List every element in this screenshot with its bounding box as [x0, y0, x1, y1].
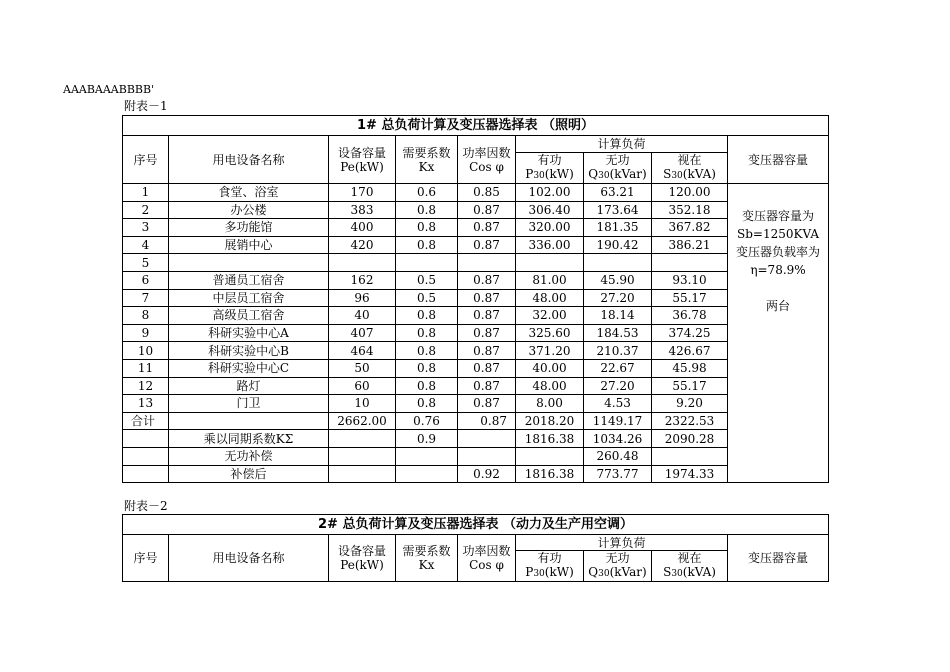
row-pe: 464 [329, 342, 396, 360]
table-row [123, 342, 829, 360]
row-name: 科研实验中心B [169, 342, 329, 360]
row-pe: 170 [329, 184, 396, 202]
row-name: 办公楼 [169, 201, 329, 219]
total-cos: 0.87 [458, 412, 516, 430]
row-s30: 93.10 [652, 271, 728, 289]
row-seq: 4 [123, 236, 169, 254]
row-seq: 2 [123, 201, 169, 219]
comp-s30 [652, 447, 728, 465]
row-cos: 0.87 [458, 342, 516, 360]
table-title: 2# 总负荷计算及变压器选择表 （动力及生产用空调） [123, 515, 829, 535]
table-row [123, 271, 829, 289]
row-s30: 426.67 [652, 342, 728, 360]
row-s30: 45.98 [652, 359, 728, 377]
col-header-cos: 功率因数 Cos φ [458, 136, 516, 184]
row-kx: 0.8 [396, 359, 458, 377]
row-s30: 367.82 [652, 219, 728, 237]
row-p30: 81.00 [516, 271, 584, 289]
row-q30: 173.64 [584, 201, 652, 219]
row-s30: 352.18 [652, 201, 728, 219]
row-s30: 55.17 [652, 377, 728, 395]
col-header-transformer: 变压器容量 [728, 136, 829, 184]
comp-pe [329, 447, 396, 465]
after-compensation-row [123, 465, 829, 483]
row-name [169, 254, 329, 272]
row-name: 中层员工宿舍 [169, 289, 329, 307]
table-row [123, 307, 829, 325]
row-p30: 40.00 [516, 359, 584, 377]
row-seq: 12 [123, 377, 169, 395]
row-name: 普通员工宿舍 [169, 271, 329, 289]
table-row [123, 236, 829, 254]
row-pe: 50 [329, 359, 396, 377]
col-header-q30: 无功 Q30(kVar) [584, 153, 652, 184]
row-kx: 0.8 [396, 395, 458, 413]
row-seq: 6 [123, 271, 169, 289]
table-row [123, 359, 829, 377]
row-kx: 0.8 [396, 201, 458, 219]
table-title: 1# 总负荷计算及变压器选择表 （照明） [123, 116, 829, 136]
row-name: 多功能馆 [169, 219, 329, 237]
col-header-cos: 功率因数 Cos φ [458, 535, 516, 582]
total-s30: 2322.53 [652, 412, 728, 430]
row-kx: 0.5 [396, 289, 458, 307]
row-p30: 336.00 [516, 236, 584, 254]
row-pe: 400 [329, 219, 396, 237]
row-seq: 11 [123, 359, 169, 377]
row-cos [458, 254, 516, 272]
row-cos: 0.87 [458, 395, 516, 413]
table-row [123, 324, 829, 342]
row-kx: 0.8 [396, 324, 458, 342]
total-kx: 0.76 [396, 412, 458, 430]
row-p30: 320.00 [516, 219, 584, 237]
after-seq [123, 465, 169, 483]
row-kx: 0.8 [396, 219, 458, 237]
row-kx: 0.8 [396, 307, 458, 325]
row-seq: 7 [123, 289, 169, 307]
table-row [123, 219, 829, 237]
col-header-transformer: 变压器容量 [728, 535, 829, 582]
row-cos: 0.85 [458, 184, 516, 202]
col-header-name: 用电设备名称 [169, 535, 329, 582]
col-header-kx: 需要系数 Kx [396, 535, 458, 582]
row-kx: 0.8 [396, 377, 458, 395]
col-header-kx: 需要系数 Kx [396, 136, 458, 184]
table-row [123, 201, 829, 219]
col-header-seq: 序号 [123, 136, 169, 184]
total-label: 合计 [123, 412, 169, 430]
col-header-name: 用电设备名称 [169, 136, 329, 184]
row-kx: 0.8 [396, 342, 458, 360]
compensation-row [123, 447, 829, 465]
row-p30: 8.00 [516, 395, 584, 413]
row-pe: 420 [329, 236, 396, 254]
row-s30: 120.00 [652, 184, 728, 202]
simultaneity-row [123, 430, 829, 448]
row-pe: 10 [329, 395, 396, 413]
row-q30: 63.21 [584, 184, 652, 202]
row-kx: 0.6 [396, 184, 458, 202]
row-s30: 386.21 [652, 236, 728, 254]
table-row [123, 289, 829, 307]
row-cos: 0.87 [458, 324, 516, 342]
row-p30 [516, 254, 584, 272]
row-cos: 0.87 [458, 201, 516, 219]
row-seq: 5 [123, 254, 169, 272]
row-pe: 162 [329, 271, 396, 289]
after-cos: 0.92 [458, 465, 516, 483]
row-name: 食堂、浴室 [169, 184, 329, 202]
row-cos: 0.87 [458, 307, 516, 325]
load-table-1 [122, 115, 829, 483]
col-header-s30: 视在 S30(kVA) [652, 551, 728, 582]
row-s30 [652, 254, 728, 272]
row-q30 [584, 254, 652, 272]
row-seq: 8 [123, 307, 169, 325]
row-q30: 190.42 [584, 236, 652, 254]
row-s30: 55.17 [652, 289, 728, 307]
row-pe [329, 254, 396, 272]
row-p30: 325.60 [516, 324, 584, 342]
row-pe: 383 [329, 201, 396, 219]
total-p30: 2018.20 [516, 412, 584, 430]
row-name: 科研实验中心C [169, 359, 329, 377]
attachment-label-2: 附表－2 [124, 499, 168, 513]
table-row [123, 254, 829, 272]
row-s30: 9.20 [652, 395, 728, 413]
simul-s30: 2090.28 [652, 430, 728, 448]
simul-q30: 1034.26 [584, 430, 652, 448]
row-s30: 374.25 [652, 324, 728, 342]
simul-seq [123, 430, 169, 448]
row-seq: 3 [123, 219, 169, 237]
after-kx [396, 465, 458, 483]
row-seq: 1 [123, 184, 169, 202]
row-name: 科研实验中心A [169, 324, 329, 342]
simul-pe [329, 430, 396, 448]
total-name [169, 412, 329, 430]
simul-kx: 0.9 [396, 430, 458, 448]
header-code: AAABAAABBBB' [63, 83, 155, 96]
col-header-calc: 计算负荷 [516, 136, 728, 153]
row-pe: 96 [329, 289, 396, 307]
col-header-calc: 计算负荷 [516, 535, 728, 551]
row-pe: 407 [329, 324, 396, 342]
table-row [123, 377, 829, 395]
simul-cos [458, 430, 516, 448]
after-pe [329, 465, 396, 483]
table-row [123, 184, 829, 202]
load-table-2 [122, 514, 829, 582]
row-q30: 22.67 [584, 359, 652, 377]
col-header-s30: 视在 S30(kVA) [652, 153, 728, 184]
row-cos: 0.87 [458, 236, 516, 254]
row-cos: 0.87 [458, 359, 516, 377]
transformer-note: 变压器容量为 Sb=1250KVA 变压器负载率为 η=78.9% 两台 [728, 184, 829, 483]
after-p30: 1816.38 [516, 465, 584, 483]
col-header-seq: 序号 [123, 535, 169, 582]
row-kx [396, 254, 458, 272]
row-name: 路灯 [169, 377, 329, 395]
col-header-pe: 设备容量 Pe(kW) [329, 535, 396, 582]
row-kx: 0.5 [396, 271, 458, 289]
row-q30: 27.20 [584, 289, 652, 307]
comp-cos [458, 447, 516, 465]
row-q30: 18.14 [584, 307, 652, 325]
row-pe: 60 [329, 377, 396, 395]
row-q30: 210.37 [584, 342, 652, 360]
row-cos: 0.87 [458, 289, 516, 307]
col-header-p30: 有功 P30(kW) [516, 153, 584, 184]
row-q30: 184.53 [584, 324, 652, 342]
row-p30: 48.00 [516, 289, 584, 307]
comp-seq [123, 447, 169, 465]
row-seq: 10 [123, 342, 169, 360]
row-q30: 4.53 [584, 395, 652, 413]
comp-q30: 260.48 [584, 447, 652, 465]
row-name: 门卫 [169, 395, 329, 413]
row-q30: 27.20 [584, 377, 652, 395]
simul-p30: 1816.38 [516, 430, 584, 448]
row-p30: 48.00 [516, 377, 584, 395]
attachment-label-1: 附表－1 [124, 99, 168, 113]
after-name: 补偿后 [169, 465, 329, 483]
row-seq: 13 [123, 395, 169, 413]
col-header-p30: 有功 P30(kW) [516, 551, 584, 582]
row-cos: 0.87 [458, 219, 516, 237]
row-p30: 371.20 [516, 342, 584, 360]
row-cos: 0.87 [458, 377, 516, 395]
total-pe: 2662.00 [329, 412, 396, 430]
col-header-q30: 无功 Q30(kVar) [584, 551, 652, 582]
row-kx: 0.8 [396, 236, 458, 254]
total-q30: 1149.17 [584, 412, 652, 430]
total-row [123, 412, 829, 430]
row-name: 高级员工宿舍 [169, 307, 329, 325]
row-p30: 102.00 [516, 184, 584, 202]
after-q30: 773.77 [584, 465, 652, 483]
row-q30: 45.90 [584, 271, 652, 289]
col-header-pe: 设备容量 Pe(kW) [329, 136, 396, 184]
simul-name: 乘以同期系数KΣ [169, 430, 329, 448]
table-row [123, 395, 829, 413]
row-p30: 306.40 [516, 201, 584, 219]
row-s30: 36.78 [652, 307, 728, 325]
comp-p30 [516, 447, 584, 465]
row-q30: 181.35 [584, 219, 652, 237]
after-s30: 1974.33 [652, 465, 728, 483]
comp-name: 无功补偿 [169, 447, 329, 465]
row-cos: 0.87 [458, 271, 516, 289]
row-p30: 32.00 [516, 307, 584, 325]
row-name: 展销中心 [169, 236, 329, 254]
row-seq: 9 [123, 324, 169, 342]
comp-kx [396, 447, 458, 465]
row-pe: 40 [329, 307, 396, 325]
